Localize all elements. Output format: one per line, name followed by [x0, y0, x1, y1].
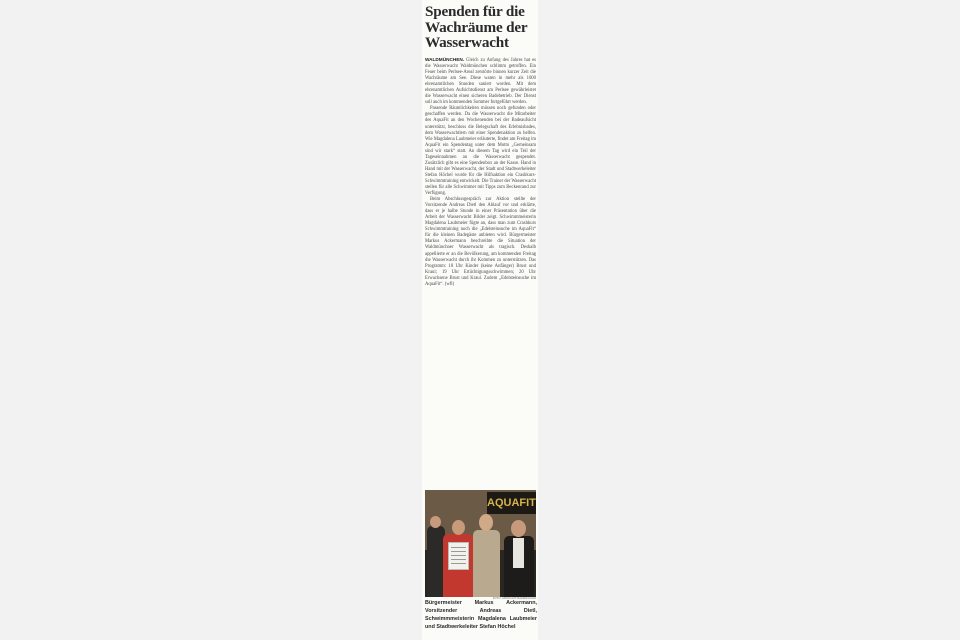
newspaper-clipping	[422, 0, 538, 640]
aquafit-sign: AQUAFIT	[487, 492, 536, 514]
article-body	[425, 57, 536, 288]
person-left-head	[430, 516, 441, 528]
article-paragraph-3: Beim Abschlussgespräch zur Aktion stellte der Vorsitzende Andreas Dietl den Ablauf vor und erklärte, dass er je halbe Stunde in einer Präsentation über die Arbeit der Wasserwacht Bilder zeigt. Schwimmmeisterin Magdalena Laubmeier fügte an, dass man zum Crashkurs Schwimmtraining noch die „Edelsteinsuche im AquaFit“ für die kleinen Badegäste anbieten wird. Bürgermeister Markus Ackermann beschreibte die Situation der Waldmünchner Wasserwacht als tragisch. Deshalb appellierte er an die Bevölkerung, am kommenden Freitag die Wasserwacht durch ihr Kommen zu unterstützen. Das Programm: 18 Uhr Kinder (keine Anfänger) Brust und Kraul; 19 Uhr Ertüchtigungsschwimmen; 20 Uhr Erwachsene Brust und Kraul. Zudem „Edelsteinsuche im AquaFit“. (wfl)	[425, 197, 536, 287]
person-woman-head	[479, 514, 493, 531]
dateline: WALDMÜNCHEN.	[425, 57, 465, 62]
person-woman	[473, 530, 500, 597]
photo-caption: Bürgermeister Markus Ackermann, Vorsitzender Andreas Dietl, Schwimmmeisterin Magdalena Laubmeier und Stadtwerkeleiter Stefan Höchel	[425, 600, 537, 631]
photo-credit: FOTO: ARNOLD/STELDER/HAHN	[492, 596, 536, 600]
article-paragraph-2: Passende Räumlichkeiten müssen noch gefunden oder geschaffen werden. Da die Wasserwacht die Mitarbeiter des AquaFit an den Wochenenden bei der Badeaufsicht unterstützt, beschloss die Belegschaft des Erlebnisbades, dem Wasserwachtlern mit einer Spendenaktion zu helfen. Wie Magdalena Laubmeier erläuterte, findet am Freitag im AquaFit ein Spendentag unter dem Motto „Gemeinsam sind wir stark“ statt. An diesem Tag wird ein Teil der Tageseinnahmen an die Wasserwacht gespendet. Zusätzlich gibt es eine Spendenbox an der Kasse. Hand in Hand mit der Wasserwacht, der Stadt und Stadtwerkeleiter Stefan Höchel wurde für die Hilfsaktion ein Crashkurs-Schwimmtraining entwickelt. Die Trainer der Wasserwacht stellen für alle Schwimmer mit Tipps zum Beckenrand zur Verfügung.	[425, 106, 536, 197]
person-right-shirt	[513, 538, 524, 568]
paragraph-text: Gleich zu Anfang des Jahres hat es die Wasserwacht Waldmünchen schlimm getroffen. Ein Feuer beim Perlsee-Areal zerstörte binnen kurzer Zeit die Wachräume am See. Diese waren in mehr als 1000 ehrenamtlichen Stunden saniert worden. Mit dem ehrenamtlichen Aufsichtsdienst am Perlsee gewährleistet die Wasserwacht einen sicheren Badebetrieb. Der Dienst soll auch im kommenden Sommer fortgeführt werden.	[425, 58, 537, 106]
article-paragraph-1	[425, 57, 536, 106]
person-red-head	[452, 520, 465, 535]
article-headline: Spenden für die Wachräume der Wasserwacht	[425, 3, 528, 51]
person-right-head	[511, 520, 526, 537]
article-photo	[425, 490, 536, 597]
donation-poster	[448, 542, 469, 570]
